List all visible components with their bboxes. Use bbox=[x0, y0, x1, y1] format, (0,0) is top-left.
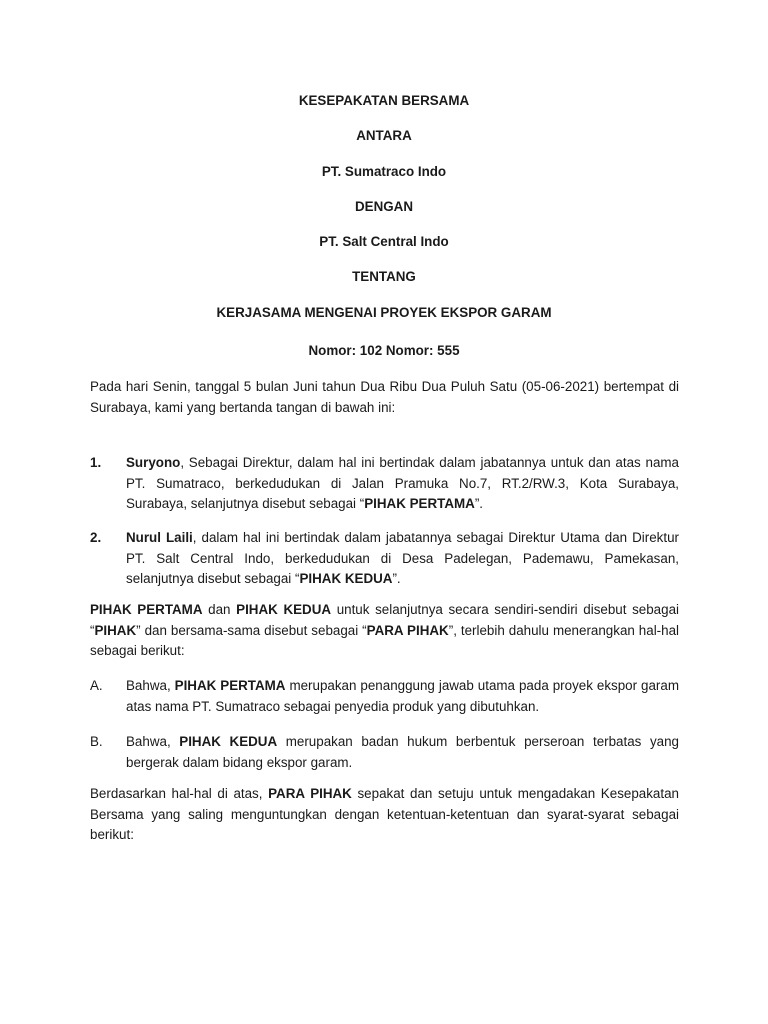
doc-between-label: ANTARA bbox=[356, 128, 412, 143]
doc-party-two-company: PT. Salt Central Indo bbox=[319, 234, 449, 249]
doc-subject: KERJASAMA MENGENAI PROYEK EKSPOR GARAM bbox=[216, 305, 552, 320]
doc-party-one-company: PT. Sumatraco Indo bbox=[321, 164, 447, 179]
intro-paragraph: Pada hari Senin, tanggal 5 bulan Juni tahun Dua Ribu Dua Puluh Satu (05-06-2021) bertempat di Surabaya, kami yang bertanda tangan di bawah ini: bbox=[90, 379, 679, 415]
party-role: PIHAK PERTAMA bbox=[364, 496, 475, 511]
party-number: 1. bbox=[90, 455, 102, 470]
doc-about-label: TENTANG bbox=[352, 269, 416, 284]
doc-with-label: DENGAN bbox=[354, 199, 414, 214]
doc-title: KESEPAKATAN BERSAMA bbox=[298, 93, 470, 108]
party-text: Suryono, Sebagai Direktur, dalam hal ini bertindak dalam jabatannya untuk dan atas nama PT. Sumatraco, berkedudukan di Jalan Pramuka No.7, RT.2/RW.3, Kota Surabaya, Surabaya, selanjutnya disebut sebagai “PIHAK PERTAMA”. bbox=[126, 455, 679, 511]
party-role: PIHAK KEDUA bbox=[299, 571, 393, 586]
party-text: Nurul Laili, dalam hal ini bertindak dalam jabatannya sebagai Direktur Utama dan Direktur PT. Salt Central Indo, berkedudukan di Desa Padelegan, Pademawu, Pamekasan, selanjutnya disebut sebagai “PIHAK KEDUA”. bbox=[126, 530, 679, 586]
closing-paragraph: Berdasarkan hal-hal di atas, PARA PIHAK sepakat dan setuju untuk mengadakan Kesepakatan Bersama yang saling menguntungkan dengan ketentuan-ketentuan dan syarat-syarat sebagai berikut: bbox=[90, 786, 679, 842]
recital-letter: B. bbox=[90, 734, 103, 749]
recital-text: Bahwa, PIHAK KEDUA merupakan badan hukum berbentuk perseroan terbatas yang bergerak dalam bidang ekspor garam. bbox=[126, 734, 679, 770]
recital-letter: A. bbox=[90, 678, 103, 693]
party-name: Suryono bbox=[126, 455, 181, 470]
recital-text: Bahwa, PIHAK PERTAMA merupakan penanggung jawab utama pada proyek ekspor garam atas nama PT. Sumatraco sebagai penyedia produk yang dibutuhkan. bbox=[126, 678, 679, 714]
doc-number: Nomor: 102 Nomor: 555 bbox=[308, 343, 460, 358]
party-name: Nurul Laili bbox=[126, 530, 193, 545]
party-number: 2. bbox=[90, 530, 102, 545]
collective-paragraph: PIHAK PERTAMA dan PIHAK KEDUA untuk selanjutnya secara sendiri-sendiri disebut sebagai “PIHAK” dan bersama-sama disebut sebagai “PARA PIHAK”, terlebih dahulu menerangkan hal-hal sebagai berikut: bbox=[90, 602, 680, 658]
